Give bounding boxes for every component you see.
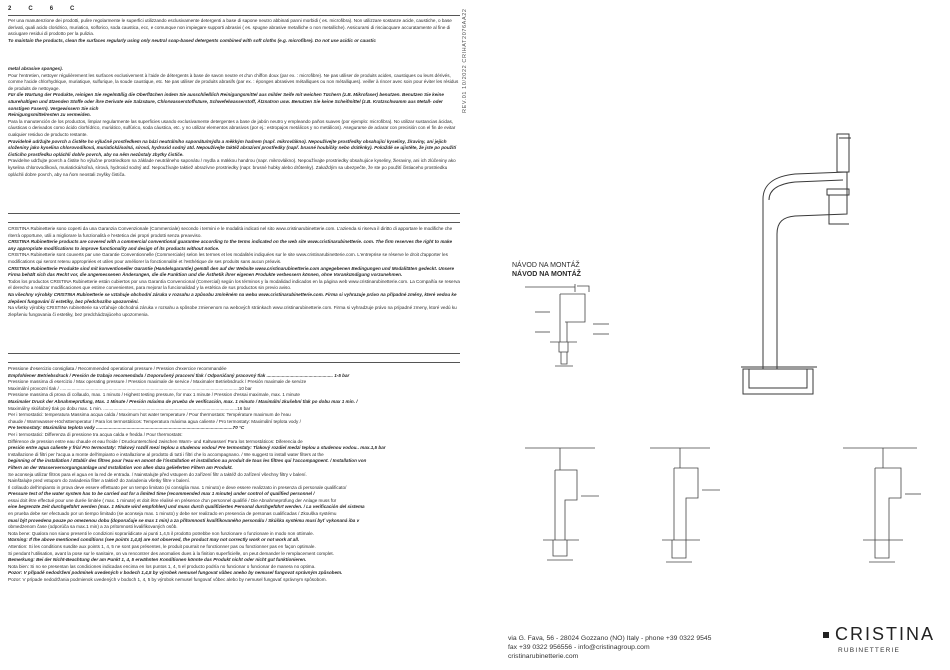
company-address: via G. Fava, 56 - 28024 Gozzano (NO) Italy - phone +39 0322 9545: [508, 635, 712, 642]
divider: [8, 353, 460, 354]
cleaning-it: Per una manutenzione dei prodotti, pulire regolarmente le superfici utilizzando esclusivamente detergenti a base di sapone neutro abbinati panni morbidi ( es. microfibra). Non utilizzare sostanze acide, caustiche, o base derivati, quali acido cloridrico, muriatico, solforico, soda caustica, ecc, e comunque non impiegare supporti abrasivi ( es. spugne abrasive metalliche o non metalliche). Assicurarsi di risciacquare accuratamente al fine di asciugare residui di prodotto per la pulizia.: [8, 18, 452, 37]
step-drawing-2: [640, 440, 730, 570]
spec-line: Pressure test of the water system has to be carried out for a limited time (recommended max 1 minute) under control of qualified personnel /: [8, 491, 315, 497]
step-drawing-1: [515, 440, 605, 570]
logo-subtitle: RUBINETTERIE: [838, 647, 901, 654]
spec-line: Pressione massima di prova di collaudo, max. 1 minuto / Highest testing pressure, for max 1 minute / Pression d'essai maximale, max. 1 minute: [8, 392, 300, 398]
specifications-section: [8, 366, 460, 584]
warranty-de: CRISTINA Rubinetterie Produkte sind mit konventioneller Garantie (Handelsgarantie) gemäß den auf der Website www.cristinarubinetterie.com angegebenen Bedingungen und Modalitäten gedeckt. Unsere Firma behält sich das Recht vor, die angemessenen Änderungen, die die Funktion und die Ästhetik ihrer eigenen Produkte verbessern können, ohne Vorankündigung vorzunehmen.: [8, 265, 455, 278]
spec-line: Maximální provozní tlak / ............................................................................................................................................10 bar: [8, 385, 252, 391]
step-drawing-3: [835, 440, 925, 570]
header-mark: 6: [49, 6, 57, 12]
spec-line: obmedzenom čase (odporúča sa max.1 min) a za prítomnosti kvalifikovaných osôb.: [8, 524, 178, 530]
cleaning-fr: Pour l'entretien, nettoyer régulièrement les surfaces exclusivement à l'aide de détergents à base de savon neutre et d'un chiffon doux (par ex. : microfibre). Ne pas utiliser de produits acides, caustiques ou leurs dérivés, comme l'acide chlorhydrique, muriatique, sulfurique, la soude caustique, etc. Ne pas utiliser de produits abrasifs (par ex. : éponges abrasives métalliques ou non métalliques). veiller à rincer avec soin pour éviter les résidus de produits de nettoyage.: [8, 72, 459, 91]
warranty-sk: Na všetky výrobky CRISTINA rubinetterie sa vzťahuje obchodná záruka v rozsahu a spôsobe zmienenom na webových stránkach www.cristinarubinetterie.com. Firma si vyhradzuje právo na prípadné zmeny, ktoré vedú ku zlepšeniu fungovania či estetiky, bez predchádzajúceho upozornenia.: [8, 305, 457, 317]
cleaning-en: To maintain the products, clean the surfaces regularly using only neutral soap-based detergents combined with soft cloths (e.g. microfibre). Do not use acidic or caustic: [8, 37, 376, 43]
divider: [8, 222, 460, 223]
logo-name: CRISTINA: [835, 624, 936, 644]
warranty-fr: CRISTINA Rubinetterie sont couverts par une Garantie Conventionnelle (Commerciale) selon les termes et les modalités indiquées sur le site www.cristinarubinetterie.com. L'entreprise se réserve le droit d'apporter les modifications qui seront retenu appropriées et utiles pour améliorer la fonctionnalité et l'esthétique de ses produits sans aucun préavis.: [8, 252, 448, 264]
spec-line: en prueba debe ser efectuado por un tiempo limitado (se aconseja max. 1 minuto) y debe ser realizado en presencia de personas cualificadas / Zkouška systému: [8, 511, 337, 517]
spec-line: Maximaler Druck der Abnahmeprüfung, Max. 1 Minute / Presión máxima de prueba de verificación, max. 1 minuto / Maximální zkušební tlak po dobu max 1 min. /: [8, 398, 358, 404]
dimension-drawing-1: [515, 282, 615, 372]
faucet-drawing-large: [735, 14, 855, 404]
spec-line: Nota bien: Si no se presentan las condiciones indicadas encima en los puntos 1, 4, 5 el producto podría no funcionar o funcionar de manera no optima.: [8, 563, 316, 569]
logo-square-icon: [823, 632, 829, 638]
spec-line: Il collaudo dell'impianto in prova deve essere effettuato per un tempo limitato (si consiglia max. 1 minuto) e deve essere realizzato in presenza di personale qualificato/: [8, 484, 347, 490]
spec-line: Maximálny skúšobný tlak po dobu max. 1 min. .........................................................................................................16 bar: [8, 405, 251, 411]
divider: [8, 213, 460, 214]
warranty-it: CRISTINA Rubinetterie sono coperti da una Garanzia Convenzionale (Commerciale) secondo i termini e le modalità indicati nel sito www.cristinarubinetterie.com. L'azienda si riserva il diritto di apportare le modifiche che riterrà opportune, utili a migliorare la funzionalità e l'estetica dei propri prodotti senza preavviso.: [8, 226, 453, 238]
spec-line: Nainštalujte pred vstupom do zariadenia filter a taktiež do zariadenia všetky filtre v balení.: [8, 478, 191, 484]
spec-line: Différence de pression entre eau chaude et eau froide / Druckunterschied zwischen Warm- und Kaltwasser/ Para los termostáticos: Diferencia de: [8, 438, 303, 444]
spec-line: Pre termostaty: Maximálna teplota vody ...........................................................................................................70 °C: [8, 425, 245, 431]
spec-line: Pozor: V prípade nedodržania podmienok uvedených v bodoch 1, 4, 5 by výrobok nemusel fungovať vôbec alebo by nemusel fungovať správnym spôsobom.: [8, 577, 327, 582]
spec-line: Empfohlener Betriebsdruck / Presión de trabajo recomendada / Doporučený pracovní tlak / Odporúčaný pracovný tlak .................................................... 1-5 bar: [8, 372, 350, 378]
warranty-es: Todos los productos CRISTINA Rubinetterie están cubiertos por una Garantía Convencional (Comercial) según los términos y la modalidad indicados en la página web www.cristinarubinetterie.com. La Compañía se reserva el derecho a realizar modificaciones que estime convenientes, para mejorar la funcionalidad y la estética de sus productos sin previo aviso.: [8, 278, 460, 291]
spec-line: eine begrenzte Zeit durchgeführt werden (max. 1 Minute wird empfohlen) und muss durch qualifiziertes Personal durchgeführt werden. / La verificación del sistema: [8, 504, 365, 510]
header-mark: C: [70, 6, 78, 12]
instructions-title-line: NÁVOD NA MONTÁŽ: [512, 270, 581, 278]
warranty-section: [8, 226, 460, 318]
cleaning-es: Para la manutención de los productos, limpiar regularmente las superficies usando exclusivamente detergentes a base de jabón neutro y empleando paños suaves (por ejemplo: microfibra). No utilizar sustancias ácidas, cáusticas o derivados como ácido clorhídrico, muriático, sulfúrico, soda cáustica, etc. y no utilizar elementos abrasivos (por ej.: estropajos metálicos y no metálicos). Asegurarse de aclarar con precisión con el fin de evitar cualquier residuo de producto restante.: [8, 118, 456, 137]
revision-code: REV.01 10/2022 CRIHAT2076AA22: [462, 8, 468, 113]
spec-line: presión entre agua caliente y fría/ Pro termostaty: Tlakový rozdíl mezi teplou a studenou vodou/ Pre termostaty: Tlakový rozdiel medzi teplou a studenou vodou.. max.1,5 bar: [8, 445, 386, 451]
brand-logo: [823, 624, 935, 654]
spec-line: Installazione di filtri per l'acqua a monte dell'impianto e installazione al prodotto di tutti i filtri che lo accompagnano. / We suggest to install water filters at the: [8, 451, 324, 457]
warranty-en: CRISTINA Rubinetterie products are covered with a commercial conventional guarantee according to the terms indicated on the web site www.cristinarubinetterie. com. The firm reserves the right to make any appropriate modifications to improve functionality and design of its products without notice.: [8, 239, 453, 251]
cleaning-section-2: [8, 66, 460, 178]
spec-line: Nota bene: Qualora non siano presenti le condizioni soprariidicate ai punti 1,4,5 il prodotto potrebbe non funzionare o funzionare in modo non ottimale.: [8, 530, 314, 536]
header-mark: 2: [8, 6, 15, 12]
warranty-cs: Na všechny výrobky CRISTINA Rubinetterie se vztahuje obchodní záruka v rozsahu a způsobu zmíněném na webu www.cristinarubinetterie.com. Firma si vyhrazuje právo na případné změny, které vedou ke zlepšení fungování či estetiky, bez předchozího upozornění.: [8, 291, 457, 304]
divider: [8, 362, 460, 363]
spec-line: Per i termostatici: Differenza di pressione tra acqua calda e fredda / Pour thermostats:: [8, 431, 183, 437]
cleaning-de: Für die Wartung der Produkte, reinigen Sie regelmäßig die Oberflächen indem Sie ausschließlich Reinigungsmittel aus milder Seife mit weichen Tüchern (z.B. Mikrofaser) benutzen. Benutzen Sie keine säurehaltigen und ätzenden Stoffe oder ihre Derivate wie Salzsäure, Chlorwasserstoffsäure, Schwefelwasserstoff, Ätznatron usw. Benutzen Sie keine Scheifmittel (z.B. Kratzschwamm aus Metall- oder sonstigen Fasern). Vergewissern Sie sich: [8, 92, 444, 111]
spec-line: musí být provedena pouze po omezenou dobu (doporučuje se max 1 min) a za přítomnosti kvalifikovaného personálu / Skúška systému musí byť vykonaná iba v: [8, 517, 360, 523]
spec-line: Si pendant l'utilisation, avant la pose sur le sanitaire, on va rencontrer des anomalies dues à la finition superficielle, on peut demander le remplacement complet.: [8, 550, 334, 556]
company-fax-email: fax +39 0322 956556 - info@cristinagroup.com: [508, 644, 650, 651]
company-contact: [508, 634, 711, 661]
divider: [8, 15, 460, 16]
cleaning-de-end: Reinigungsmittelresten zu vermeiden.: [8, 112, 91, 118]
spec-line: Bemerkung: Bei der Nicht-Beachtung der am Punkt 1, 4, 5 erwähnten Konditionen könnte das Produkt nicht oder nicht gut funktionieren.: [8, 557, 307, 563]
spec-line: Attention: Si les conditions susdite aux points 1, 4, 5 ne sont pas présentes, le produit pourrait ne fonctionner pas ou fonctionner pas en façon optimale.: [8, 544, 316, 550]
spec-line: Per i termostatici: temperatura Massima acqua calda / Maximum hot water temperature / Pour thermostats: Température maximum de l'eau: [8, 412, 291, 418]
spec-line: chaude / Warmwasser-Höchsttemperatur / Para los termostáticos: Temperatura máxima agua caliente / Pro termostaty: Maximální teplota vody /: [8, 418, 301, 424]
company-website: cristinarubinetterie.com: [508, 653, 579, 660]
cleaning-cs: Pravidelně udržujte povrch a čistěte ho výlučně prostředkem na bázi neutrálního saponátu/mýdla a měkkým hadrem (např. mikrovlákno). Nepoužívejte prostředky obsahující kyseliny, žíraviny, ani jejich složeniny jako kyselina chlorovodíková, muriatická/solná, sírová, hydroxid sodný atd. Nepoužívejte taktéž abrazivní prostředky (např. brusné houbičky nebo drátěnky). Pokaždé se ujistěte, že jste po použití čisticího prostředku opláchli dobře povrch, aby na něm nezůstaly zbytky čističe.: [8, 138, 457, 157]
spec-line: Warning: If the above mentioned conditions (see points 1,4,5) are not observed, the product may not correctly work or not work at all.: [8, 537, 300, 543]
header-mark: C: [28, 6, 36, 12]
spec-line: Se aconseja utilizar filtros para el agua en la red de entrada. / Nainstalujte před vstupem do zařízení filtr a taktéž do zařízení všechny filtry v balení.: [8, 471, 307, 477]
instructions-title-line: NÁVOD NA MONTÁŽ: [512, 262, 580, 269]
page-header: [8, 6, 460, 14]
spec-line: Filtern an der Wasserversorgungsanlage und Installation von allen dazu gelieferten Filtern am Produkt.: [8, 464, 233, 470]
cleaning-section: [8, 18, 460, 44]
spec-line: Pressione massima di esercizio / Max operating pressure / Pression maximale de service / Maximaler Betriebsdruck / Presión maximale de servize: [8, 379, 307, 385]
cleaning-sk: Pravidelne udržujte povrch a čistite ho výlučne prostriedkom na základe neutrálneho saponátu / mydla a mäkkou handrou (napr. mikrovlákno). Nepoužívajte prostriedky obsahujúce kyseliny, žieraviny, ani ich zlúčeniny ako kyselina chlorovodíková, muriatická/soľná, sírová, hydroxid sodný atď. Nepoužívajte taktiež abrazívne prostriedky (napr. brusné hubky alebo drôtenky). Zakaždým sa ubezpečte, že ste po použití čistiaceho prostriedku opláchli dobre povrch, aby na ňom neostali zvyšky čističa.: [8, 158, 456, 177]
spec-line: Pressione d'esercizio consigliata / Recommended operational pressure / Pression d'exercice recommandée: [8, 366, 227, 371]
spec-line: Pozor: V případě nedodržení podmínek uvedených v bodech 1,4,5 by výrobek nemusel fungovat vůbec anebo by nemusel fungovat správným způsobem.: [8, 570, 343, 576]
cleaning-en-end: metal abrasive sponges).: [8, 66, 63, 71]
spec-line: beginning of the installation / Etablir des filtres pour l'eau en amont de l'installation et installation au produit de tous les filtres qui l'accompagnent. / Installation von: [8, 458, 367, 464]
instructions-title: [512, 262, 581, 279]
spec-line: essai doit être effectué pour une durée limitée ( max. 1 minute) et doit être réalisé en présence d'un personnel qualifié / Die Abnahmeprüfung der Anlage muss für: [8, 497, 337, 503]
